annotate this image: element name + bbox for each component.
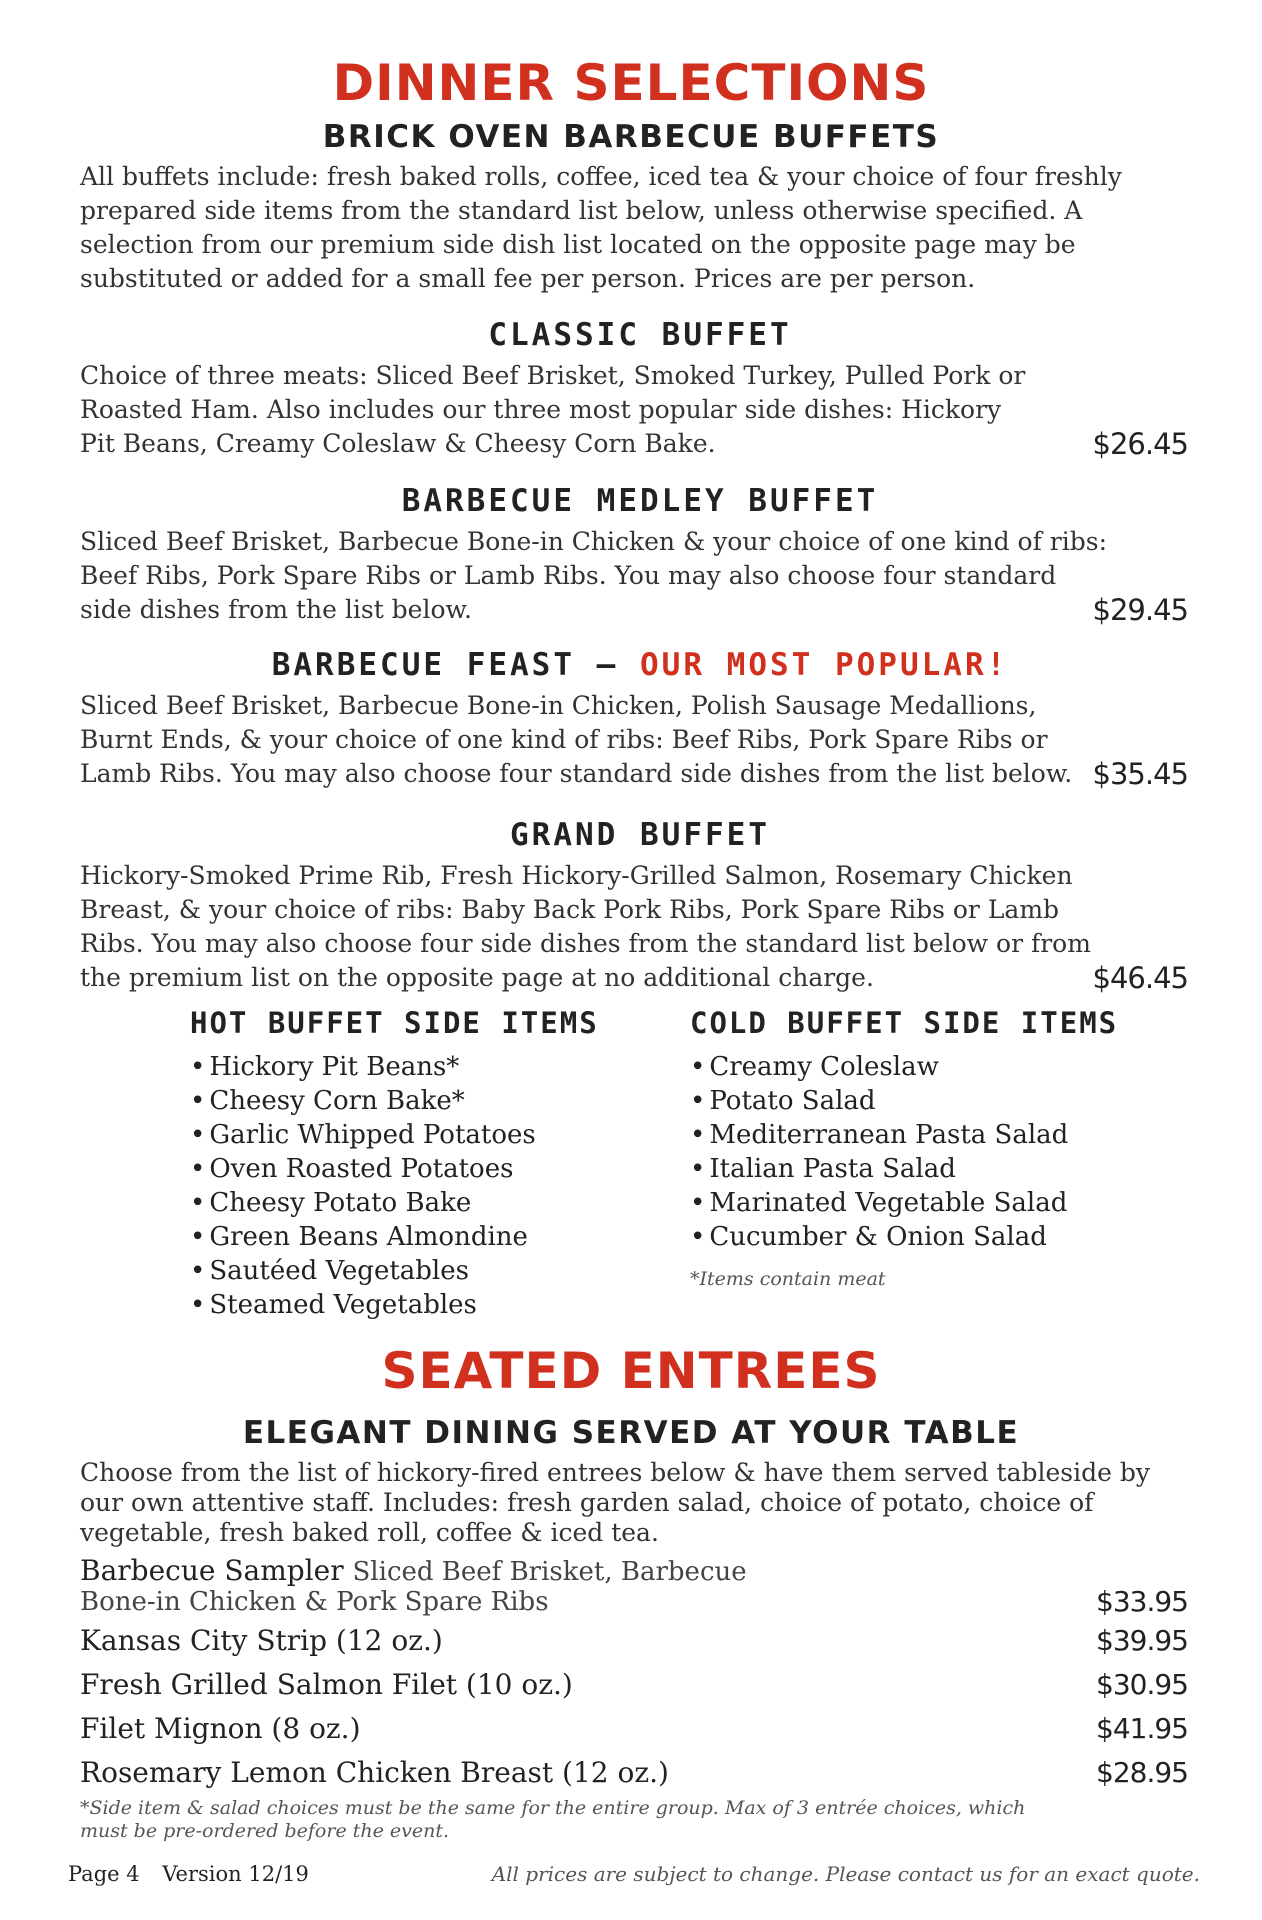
buffet-classic xyxy=(80,317,1200,461)
dinner-intro: All buffets include: fresh baked rolls, coffee, iced tea & your choice of four freshly prepared side items from the standard list below, unless otherwise specified. A selection from our premium side dish list located on the opposite page may be substituted or added for a small fee per person. Prices are per person. xyxy=(80,162,1122,293)
sampler-desc-2: Bone-in Chicken & Pork Spare Ribs xyxy=(80,1587,549,1617)
entree-name: Filet Mignon (8 oz.) xyxy=(80,1712,361,1745)
entree-row xyxy=(80,1663,1200,1707)
seated-note: *Side item & salad choices must be the same for the entire group. Max of 3 entrée choices, which must be pre-ordered before the event. xyxy=(80,1797,1026,1842)
seated-subtitle: ELEGANT DINING SERVED AT YOUR TABLE xyxy=(242,1415,1020,1451)
cold-sides-list xyxy=(690,1050,1118,1254)
footer-page-info xyxy=(68,1862,309,1886)
sides-note: *Items contain meat xyxy=(690,1268,886,1290)
page-number: Page 4 xyxy=(68,1862,140,1886)
list-item: • Sautéed Vegetables xyxy=(190,1254,599,1288)
list-item: • Oven Roasted Potatoes xyxy=(190,1152,599,1186)
list-item: • Creamy Coleslaw xyxy=(690,1050,1118,1084)
hot-sides-column xyxy=(190,1006,599,1322)
entree-price: $28.95 xyxy=(1096,1756,1188,1789)
list-item: • Cucumber & Onion Salad xyxy=(690,1220,1118,1254)
buffet-feast xyxy=(80,647,1200,791)
list-item: • Marinated Vegetable Salad xyxy=(690,1186,1118,1220)
buffet-grand xyxy=(80,817,1200,995)
entree-row xyxy=(80,1751,1200,1795)
entree-price: $41.95 xyxy=(1096,1712,1188,1745)
list-item: • Potato Salad xyxy=(690,1084,1118,1118)
entree-row xyxy=(80,1707,1200,1751)
buffet-price: $35.45 xyxy=(1092,757,1188,791)
cold-sides-column xyxy=(690,1006,1118,1290)
buffet-price: $46.45 xyxy=(1092,961,1188,995)
entree-name: Fresh Grilled Salmon Filet (10 oz.) xyxy=(80,1668,573,1701)
list-item: • Mediterranean Pasta Salad xyxy=(690,1118,1118,1152)
entree-name: Kansas City Strip (12 oz.) xyxy=(80,1624,443,1657)
version-label: Version 12/19 xyxy=(162,1862,309,1886)
buffet-title: CLASSIC BUFFET xyxy=(488,317,792,353)
seated-title: SEATED ENTREES xyxy=(381,1342,881,1400)
dinner-header xyxy=(0,54,1262,155)
dinner-title: DINNER SELECTIONS xyxy=(332,54,930,112)
hot-sides-list xyxy=(190,1050,599,1322)
buffet-description: Sliced Beef Brisket, Barbecue Bone-in Chicken & your choice of one kind of ribs: Beef Ribs, Pork Spare Ribs or Lamb Ribs. You may also choose four standard side dishes from the list below. xyxy=(80,527,1108,624)
entree-price: $30.95 xyxy=(1096,1668,1188,1701)
entree-row xyxy=(80,1619,1200,1663)
sampler-row xyxy=(80,1556,1200,1617)
buffet-medley xyxy=(80,483,1200,627)
dinner-subtitle: BRICK OVEN BARBECUE BUFFETS xyxy=(322,119,940,155)
buffet-description: Sliced Beef Brisket, Barbecue Bone-in Chicken, Polish Sausage Medallions, Burnt Ends, & your choice of one kind of ribs: Beef Ribs, Pork Spare Ribs or Lamb Ribs. You may also choose four standard side dishes from the list below. xyxy=(80,691,1073,788)
seated-intro: Choose from the list of hickory-fired entrees below & have them served tableside by our own attentive staff. Includes: fresh garden salad, choice of potato, choice of vegetable, fresh baked roll, coffee & iced tea. xyxy=(80,1458,1150,1547)
buffet-title: BARBECUE MEDLEY BUFFET xyxy=(401,483,879,519)
sampler-name: Barbecue Sampler xyxy=(80,1554,344,1587)
entree-price: $39.95 xyxy=(1096,1624,1188,1657)
list-item: • Cheesy Corn Bake* xyxy=(190,1084,599,1118)
buffet-description: Hickory-Smoked Prime Rib, Fresh Hickory-Grilled Salmon, Rosemary Chicken Breast, & your choice of ribs: Baby Back Pork Ribs, Pork Spare Ribs or Lamb Ribs. You may also choose four side dishes from the standard list below or from the premium list on the opposite page at no additional charge. xyxy=(80,861,1091,992)
buffet-price: $29.45 xyxy=(1092,593,1188,627)
list-item: • Steamed Vegetables xyxy=(190,1288,599,1322)
buffet-price: $26.45 xyxy=(1092,427,1188,461)
sampler-price: $33.95 xyxy=(1096,1585,1188,1618)
list-item: • Green Beans Almondine xyxy=(190,1220,599,1254)
seated-entrees xyxy=(80,1556,1200,1843)
buffet-title: BARBECUE FEAST — OUR MOST POPULAR! xyxy=(271,647,1009,683)
list-item: • Cheesy Potato Bake xyxy=(190,1186,599,1220)
list-item: • Italian Pasta Salad xyxy=(690,1152,1118,1186)
list-item: • Garlic Whipped Potatoes xyxy=(190,1118,599,1152)
buffet-title: GRAND BUFFET xyxy=(510,817,770,853)
cold-sides-title: COLD BUFFET SIDE ITEMS xyxy=(690,1006,1119,1040)
buffet-description: Choice of three meats: Sliced Beef Brisket, Smoked Turkey, Pulled Pork or Roasted Ham. Also includes our three most popular side dishes: Hickory Pit Beans, Creamy Coleslaw & Cheesy Corn Bake. xyxy=(80,361,1026,458)
sampler-desc-1: Sliced Beef Brisket, Barbecue xyxy=(352,1557,747,1587)
hot-sides-title: HOT BUFFET SIDE ITEMS xyxy=(190,1006,599,1040)
price-disclaimer: All prices are subject to change. Please contact us for an exact quote. xyxy=(491,1862,1200,1886)
list-item: • Hickory Pit Beans* xyxy=(190,1050,599,1084)
seated-header xyxy=(0,1342,1262,1451)
entree-name: Rosemary Lemon Chicken Breast (12 oz.) xyxy=(80,1756,669,1789)
